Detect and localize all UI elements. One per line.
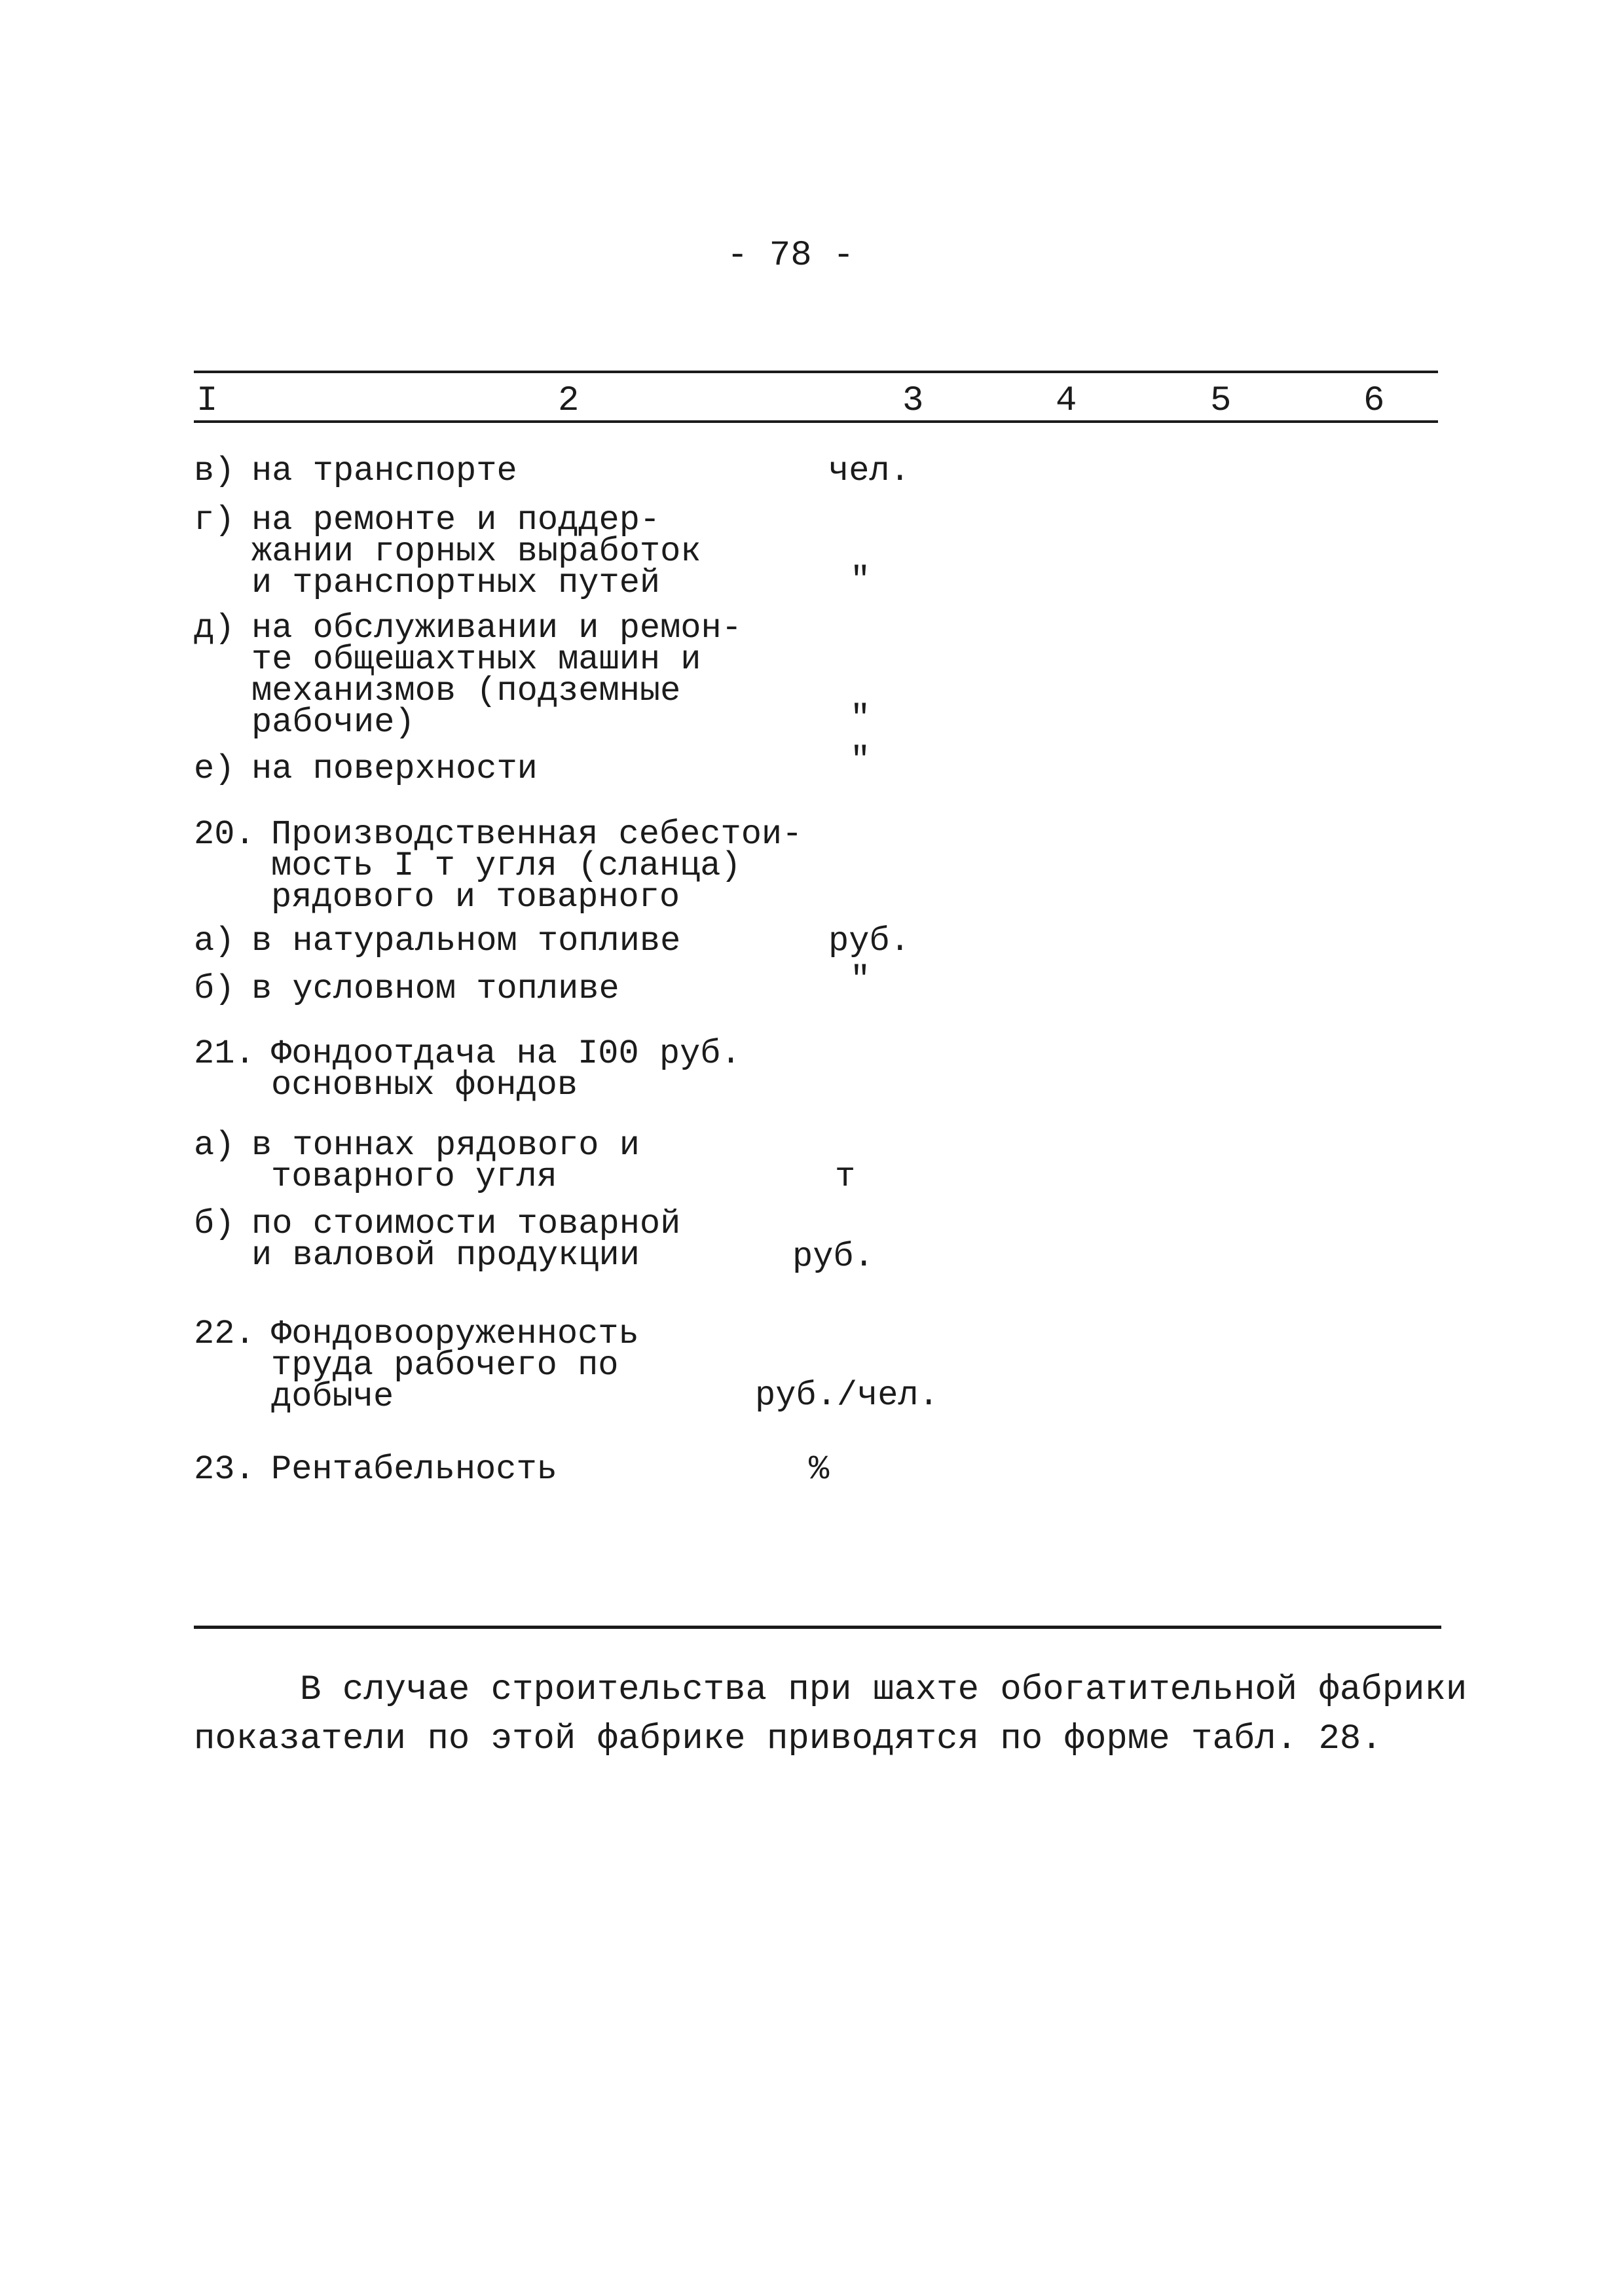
row-label: Рентабельность [271,1450,557,1489]
row-number: в) [194,452,235,490]
row-number: 23. [194,1450,255,1489]
row-unit: т [835,1157,856,1196]
row-label: Фондовооруженность [271,1315,639,1353]
note-line: В случае строительства при шахте обогатительной фабрики [194,1670,1467,1710]
row-unit: руб./чел. [755,1376,939,1415]
row-label: по стоимости товарной [251,1205,681,1243]
row-label: на транспорте [251,452,517,490]
row-label: в натуральном топливе [251,922,681,960]
table-bottom-rule [194,1626,1441,1629]
row-label: Фондоотдача на I00 руб. [271,1034,741,1073]
header-col-4: 4 [1056,381,1077,421]
row-number: а) [194,922,235,960]
row-label: мость I т угля (сланца) [271,847,741,885]
row-label: труда рабочего по [271,1346,619,1385]
row-label: на обслуживании и ремон- [251,609,742,647]
row-label: рабочие) [251,703,415,742]
row-unit: " [850,699,871,738]
row-label: в условном топливе [251,970,619,1008]
table-top-rule [194,371,1438,373]
row-label: рядового и товарного [271,878,680,917]
header-col-6: 6 [1363,381,1385,421]
header-col-1: I [196,381,218,421]
row-label: в тоннах рядового и [251,1126,640,1165]
row-label: и валовой продукции [251,1236,640,1275]
row-label: жании горных выработок [251,532,701,571]
row-number: д) [194,609,235,647]
row-label: те общешахтных машин и [251,640,701,679]
row-unit: " [850,741,871,780]
table-header-rule [194,420,1438,423]
header-col-5: 5 [1210,381,1232,421]
row-number: 21. [194,1034,255,1073]
row-unit: руб. [828,922,910,960]
row-unit: руб. [792,1237,874,1276]
row-label: добыче [271,1377,394,1416]
row-number: 22. [194,1315,255,1353]
row-label: основных фондов [271,1066,578,1104]
row-number: 20. [194,815,255,854]
row-number: б) [194,1205,235,1243]
header-col-2: 2 [558,381,580,421]
row-number: б) [194,970,235,1008]
row-unit: чел. [828,452,910,490]
row-unit: " [850,960,871,999]
row-unit: " [850,561,871,600]
row-label: и транспортных путей [251,564,661,602]
page-number: - 78 - [727,236,855,276]
row-label: Производственная себестои- [271,815,803,854]
row-label: товарного угля [271,1157,557,1196]
row-label: механизмов (подземные [251,672,681,710]
row-number: г) [194,501,235,539]
row-number: е) [194,750,235,788]
row-label: на поверхности [251,750,538,788]
row-label: на ремонте и поддер- [251,501,661,539]
row-unit: % [809,1450,830,1489]
note-line: показатели по этой фабрике приводятся по форме табл. 28. [194,1719,1382,1759]
row-number: а) [194,1126,235,1165]
header-col-3: 3 [902,381,924,421]
